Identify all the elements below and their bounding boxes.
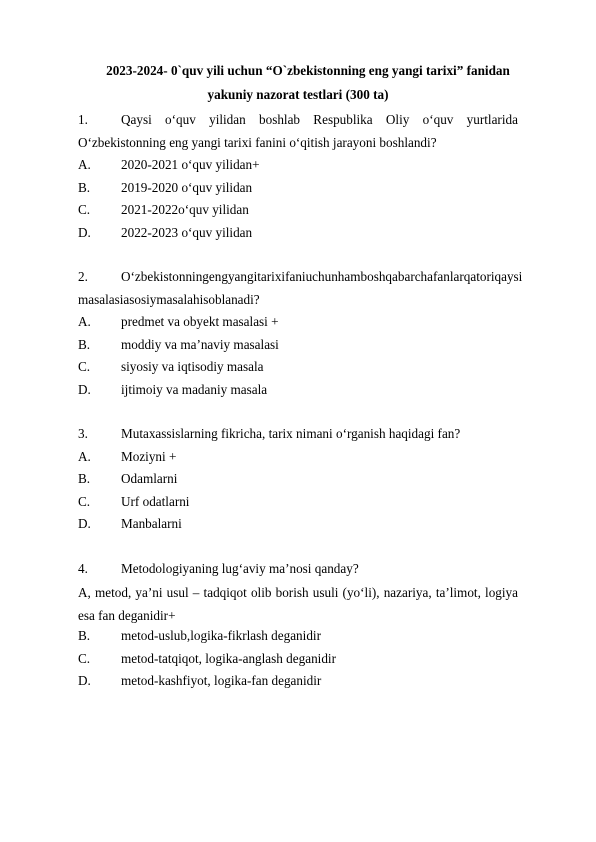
option-c: [78, 650, 518, 673]
document-title-line2: yakuniy nazorat testlari (300 ta): [207, 87, 389, 102]
option-b: [78, 179, 518, 202]
option-text: 2020-2021 o‘quv yilidan+: [121, 157, 260, 172]
option-b: [78, 470, 518, 493]
option-text: 2019-2020 o‘quv yilidan: [121, 179, 253, 195]
question-number: 2.: [78, 269, 88, 284]
question-4-stem-line1: [78, 560, 518, 583]
option-b: [78, 627, 518, 650]
document-page: [78, 0, 523, 695]
option-d: [78, 381, 518, 404]
question-spacer: [78, 403, 518, 425]
option-c: [78, 358, 518, 381]
question-word: yilidan: [209, 112, 246, 127]
option-letter: B.: [78, 628, 91, 643]
option-d: [78, 224, 518, 247]
option-text: moddiy va ma’naviy masalasi: [121, 336, 279, 352]
document-title-line1: 2023-2024- 0`quv yili uchun “O`zbekistonning eng yangi tarixi” fanidan: [106, 63, 510, 78]
option-text: Manbalarni: [121, 516, 182, 531]
question-word: Qaysi: [121, 112, 152, 127]
question-2-stem-line2: masalasiasosiymasalahisoblanadi?: [78, 291, 260, 307]
question-1-stem-line2: O‘zbekistonning eng yangi tarixi fanini o‘qitish jarayoni boshlandi?: [78, 134, 437, 150]
question-text: Metodologiyaning lug‘aviy ma’nosi qanday?: [121, 560, 359, 576]
option-text: metod-uslub,logika-fikrlash deganidir: [121, 628, 321, 643]
question-spacer: [78, 246, 518, 268]
option-text: Odamlarni: [121, 471, 178, 486]
option-letter: C.: [78, 202, 91, 217]
question-word: yurtlarida: [466, 112, 518, 127]
question-text: Mutaxassislarning fikricha, tarix nimani o‘rganish haqidagi fan?: [121, 426, 461, 441]
question-word: o‘quv: [422, 112, 454, 127]
option-letter: A.: [78, 157, 91, 172]
question-2-stem-line1: [78, 268, 523, 291]
option-c: [78, 201, 518, 224]
option-a: [78, 448, 518, 471]
option-text: 2022-2023 o‘quv yilidan: [121, 224, 253, 240]
option-letter: B.: [78, 471, 91, 486]
question-number: 4.: [78, 560, 88, 576]
question-3: [78, 425, 518, 538]
question-1-stem-line1: [78, 111, 518, 134]
option-letter: B.: [78, 179, 91, 195]
option-letter: D.: [78, 381, 91, 397]
option-text: metod-kashfiyot, logika-fan deganidir: [121, 673, 322, 688]
question-spacer: [78, 538, 518, 560]
option-c: [78, 493, 518, 516]
option-letter: C.: [78, 493, 91, 509]
question-3-stem-line1: [78, 425, 518, 448]
option-b: [78, 336, 518, 359]
question-text: O‘zbekistonningengyangitarixifaniuchunhamboshqabarchafanlarqatoriqaysi: [121, 269, 523, 284]
option-text: metod-tatqiqot, logika-anglash deganidir: [121, 650, 336, 666]
question-number: 3.: [78, 426, 88, 441]
option-text: siyosiy va iqtisodiy masala: [121, 359, 264, 374]
question-2: [78, 268, 523, 403]
question-4: [78, 560, 518, 695]
option-letter: C.: [78, 359, 91, 374]
option-letter: D.: [78, 224, 91, 240]
option-a: [78, 156, 518, 179]
option-text: Urf odatlarni: [121, 493, 190, 509]
question-word: o‘quv: [165, 112, 196, 127]
option-text: 2021-2022o‘quv yilidan: [121, 202, 249, 217]
option-letter: C.: [78, 650, 91, 666]
question-number: 1.: [78, 112, 88, 127]
question-word: Oliy: [385, 112, 410, 127]
option-letter: B.: [78, 336, 91, 352]
option-a: [78, 313, 518, 336]
question-1: [78, 111, 518, 246]
option-text: predmet va obyekt masalasi +: [121, 314, 279, 329]
option-letter: D.: [78, 673, 91, 688]
option-text: ijtimoiy va madaniy masala: [121, 381, 268, 397]
question-word: boshlab: [259, 112, 301, 127]
option-text: Moziyni +: [121, 448, 177, 464]
option-letter: A.: [78, 314, 91, 329]
option-a-paragraph: A, metod, ya’ni usul – tadqiqot olib borish usuli (yo‘li), nazariya, ta’limot, logiya esa fan deganidir+: [78, 585, 518, 623]
option-d: [78, 672, 518, 695]
option-letter: A.: [78, 448, 91, 464]
option-d: [78, 515, 518, 538]
question-word: Respublika: [313, 112, 373, 127]
option-letter: D.: [78, 516, 91, 531]
